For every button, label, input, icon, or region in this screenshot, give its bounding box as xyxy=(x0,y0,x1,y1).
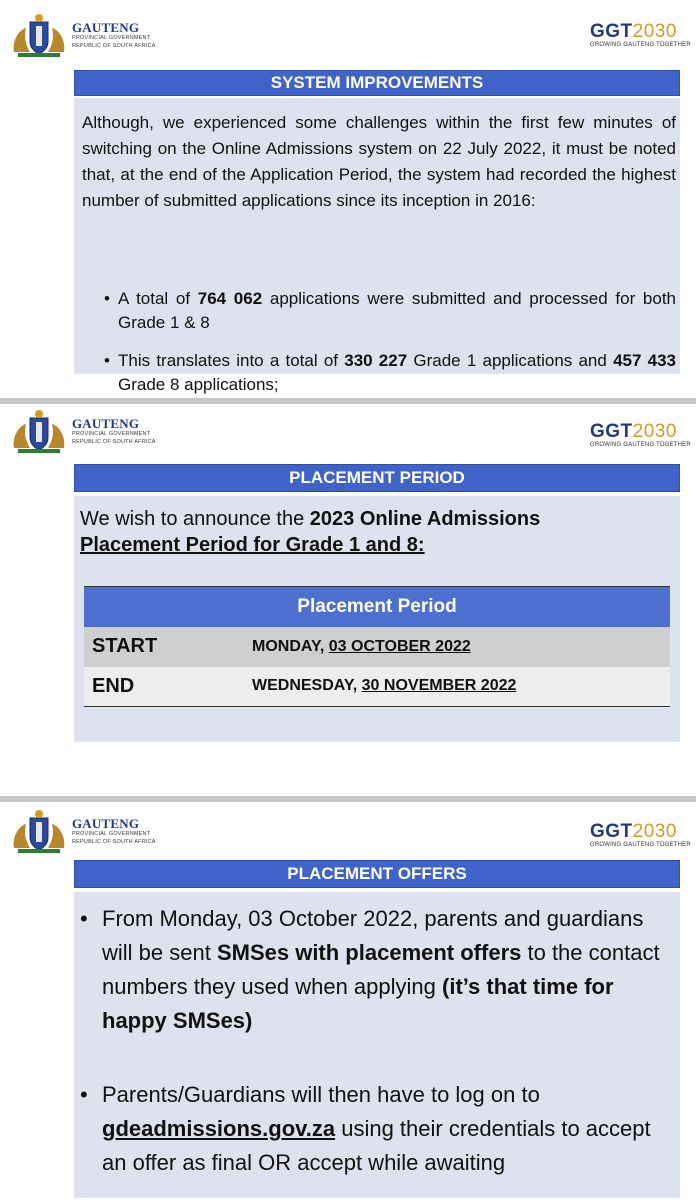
gauteng-name: GAUTENG xyxy=(72,416,140,431)
gauteng-sub2: REPUBLIC OF SOUTH AFRICA xyxy=(72,42,156,49)
ggt-year: 2030 xyxy=(632,821,677,842)
end-date: 30 NOVEMBER 2022 xyxy=(361,677,517,695)
row-key: END xyxy=(84,667,252,707)
ggt2030-logo xyxy=(590,822,691,848)
row-value: WEDNESDAY, 30 NOVEMBER 2022 xyxy=(252,667,670,707)
table-row xyxy=(84,667,670,707)
admissions-link[interactable]: gdeadmissions.gov.za xyxy=(102,1116,336,1141)
happy-smses: (it’s that time for happy SMSes) xyxy=(102,974,614,1033)
ggt-year: 2030 xyxy=(632,421,677,442)
ggt-mark: GGT xyxy=(590,21,633,42)
ggt2030-logo xyxy=(590,22,691,48)
bullet-list xyxy=(80,902,676,1180)
gauteng-logo xyxy=(10,12,156,58)
gauteng-logo xyxy=(10,408,156,454)
start-date: 03 OCTOBER 2022 xyxy=(328,637,471,655)
ggt-tagline: GROWING GAUTENG TOGETHER xyxy=(590,42,691,48)
row-key: START xyxy=(84,627,252,667)
slide-title: SYSTEM IMPROVEMENTS xyxy=(74,70,680,96)
ggt-tagline: GROWING GAUTENG TOGETHER xyxy=(590,442,691,448)
ggt-tagline: GROWING GAUTENG TOGETHER xyxy=(590,842,691,848)
slide-placement-offers xyxy=(0,802,696,1200)
gauteng-sub2: REPUBLIC OF SOUTH AFRICA xyxy=(72,838,156,845)
gauteng-logo xyxy=(10,808,156,854)
ggt-mark: GGT xyxy=(590,421,633,442)
list-item: • From Monday, 03 October 2022, parents and guardians will be sent SMSes with placement offers to the contact numbers they used when applying (it’s that time for happy SMSes) xyxy=(80,902,676,1038)
sms-offers: SMSes with placement offers xyxy=(216,940,522,965)
intro-bold: 2023 Online Admissions xyxy=(309,508,541,530)
ggt-mark: GGT xyxy=(590,821,633,842)
ggt-year: 2030 xyxy=(632,21,677,42)
slide-title: PLACEMENT OFFERS xyxy=(74,860,680,888)
grade1-applications: 330 227 xyxy=(344,351,408,370)
total-applications: 764 062 xyxy=(197,289,263,308)
slide-system-improvements xyxy=(0,0,696,398)
grade8-applications: 457 433 xyxy=(613,351,676,370)
list-item: • This translates into a total of 330 227 Grade 1 applications and 457 433 Grade 8 applications; xyxy=(104,349,676,397)
table-header: Placement Period xyxy=(84,587,670,627)
intro-paragraph: Although, we experienced some challenges within the first few minutes of switching on the Online Admissions system on 22 July 2022, it must be noted that, at the end of the Application Period, the system had recorded the highest number of submitted applications since its inception in 2016: xyxy=(82,113,676,210)
ggt2030-logo xyxy=(590,422,691,448)
gauteng-name: GAUTENG xyxy=(72,816,140,831)
list-item: • A total of 764 062 applications were submitted and processed for both Grade 1 & 8 xyxy=(104,287,676,335)
gauteng-sub1: PROVINCIAL GOVERNMENT xyxy=(72,35,151,41)
bullet-list xyxy=(104,287,676,397)
gauteng-sub1: PROVINCIAL GOVERNMENT xyxy=(72,831,151,837)
slide-placement-period xyxy=(0,404,696,796)
gauteng-name: GAUTENG xyxy=(72,20,140,35)
placement-period-table xyxy=(84,586,670,707)
gauteng-sub1: PROVINCIAL GOVERNMENT xyxy=(72,431,151,437)
table-row xyxy=(84,627,670,667)
coat-of-arms-icon xyxy=(10,808,68,854)
intro-bold-underlined: Placement Period for Grade 1 and 8: xyxy=(80,534,425,556)
list-item: • Parents/Guardians will then have to log on to gdeadmissions.gov.za using their credentials to accept an offer as final OR accept while awaiting xyxy=(80,1078,676,1180)
slide-title: PLACEMENT PERIOD xyxy=(74,464,680,492)
coat-of-arms-icon xyxy=(10,408,68,454)
row-value: MONDAY, 03 OCTOBER 2022 xyxy=(252,627,670,667)
intro-text: We wish to announce the 2023 Online Admissions Placement Period for Grade 1 and 8: xyxy=(80,508,541,556)
coat-of-arms-icon xyxy=(10,12,68,58)
gauteng-sub2: REPUBLIC OF SOUTH AFRICA xyxy=(72,438,156,445)
